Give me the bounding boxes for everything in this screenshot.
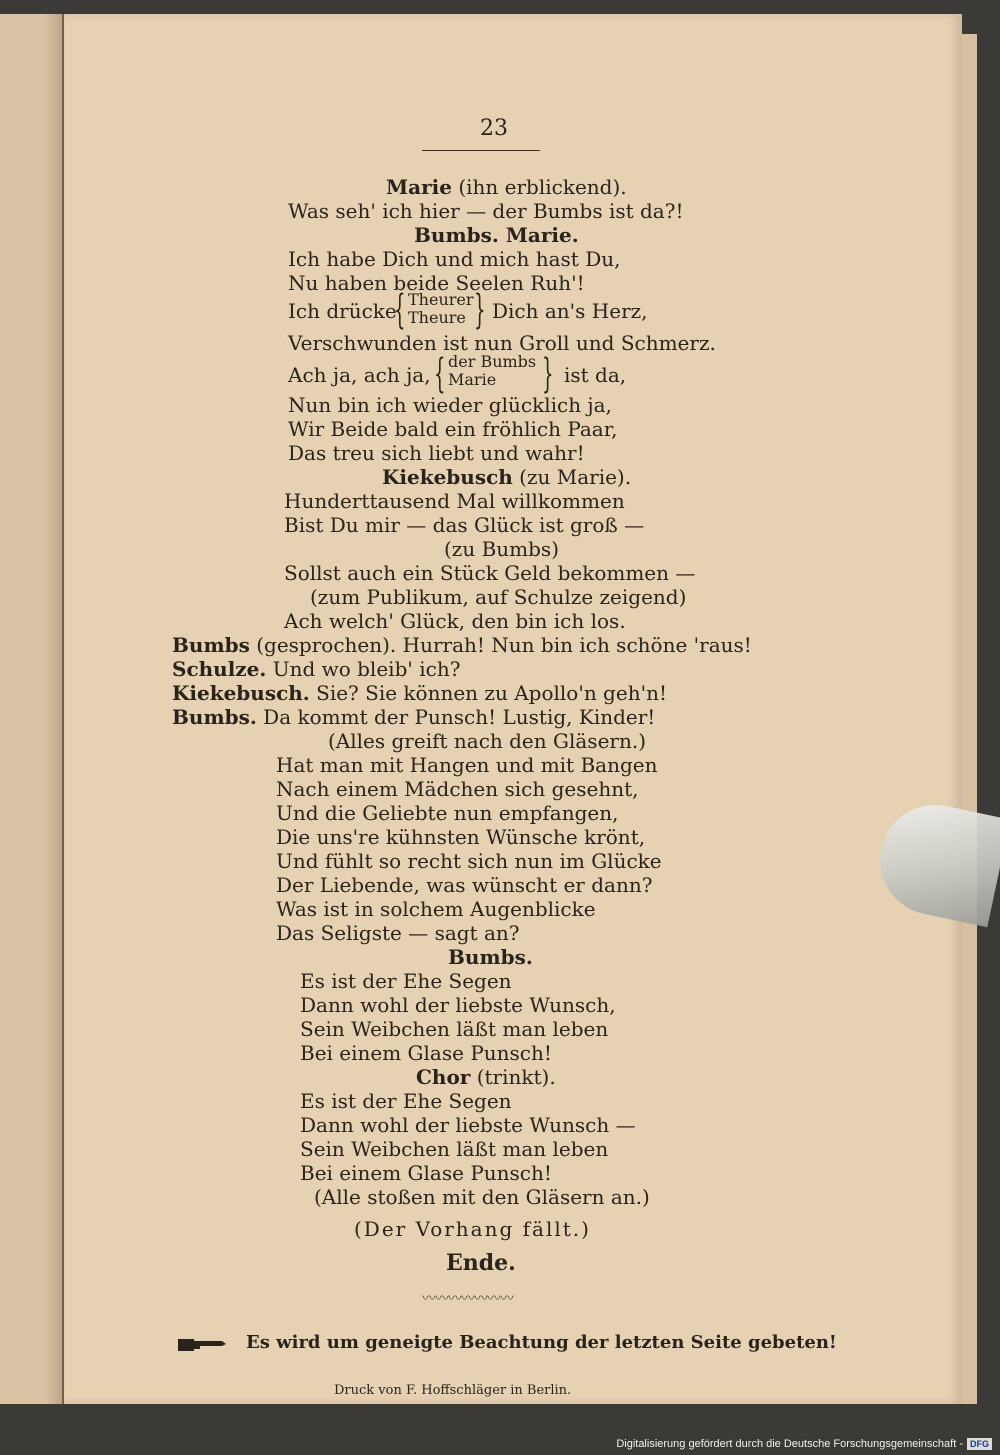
verse-line: ist da, <box>564 363 627 387</box>
verse-line: Bei einem Glase Punsch! <box>300 1161 552 1185</box>
verse-line: Nach einem Mädchen sich gesehnt, <box>276 777 639 801</box>
wavy-divider: 〰〰〰〰〰〰〰 <box>422 1291 513 1307</box>
variant-option: Marie <box>448 370 497 389</box>
verse-line: Sein Weibchen läßt man leben <box>300 1017 609 1041</box>
stage-direction: (zum Publikum, auf Schulze zeigend) <box>310 585 687 609</box>
verse-line: Ach welch' Glück, den bin ich los. <box>284 609 626 633</box>
digitization-credit <box>616 1436 992 1452</box>
verse-line: Was seh' ich hier — der Bumbs ist da?! <box>288 199 684 223</box>
verse-line: Ich habe Dich und mich hast Du, <box>288 247 621 271</box>
speaker-line: Kiekebusch. Sie? Sie können zu Apollo'n geh'n! <box>172 681 667 705</box>
verse-line: Das treu sich liebt und wahr! <box>288 441 585 465</box>
verse-line: Die uns're kühnsten Wünsche krönt, <box>276 825 646 849</box>
speaker-line: Chor (trinkt). <box>416 1065 556 1089</box>
notice-text: Es wird um geneigte Beachtung der letzten Seite gebeten! <box>246 1332 837 1353</box>
speaker-line: Kiekebusch (zu Marie). <box>382 465 632 489</box>
verse-line: Das Seligste — sagt an? <box>276 921 520 945</box>
speaker-line: Marie (ihn erblickend). <box>386 175 627 199</box>
verse-line: Es ist der Ehe Segen <box>300 1089 512 1113</box>
speaker-line: Bumbs. <box>448 945 533 969</box>
verse-line: Bist Du mir — das Glück ist groß — <box>284 513 645 537</box>
dfg-logo: DFG <box>967 1438 992 1450</box>
verse-line: Verschwunden ist nun Groll und Schmerz. <box>288 331 716 355</box>
verse-line: Ich drücke <box>288 299 397 323</box>
verse-line: Nu haben beide Seelen Ruh'! <box>288 271 585 295</box>
verse-line: Und die Geliebte nun empfangen, <box>276 801 619 825</box>
verse-line: Ach ja, ach ja, <box>288 363 431 387</box>
credit-text: Digitalisierung gefördert durch die Deutsche Forschungsgemeinschaft - <box>616 1438 963 1450</box>
pointing-hand-icon <box>178 1336 228 1354</box>
speaker-line: Bumbs. Marie. <box>414 223 579 247</box>
stage-direction: (Alle stoßen mit den Gläsern an.) <box>314 1185 650 1209</box>
verse-line: Und fühlt so recht sich nun im Glücke <box>276 849 662 873</box>
verse-line: Sein Weibchen läßt man leben <box>300 1137 609 1161</box>
end-mark: Ende. <box>446 1250 516 1276</box>
verse-line: Hunderttausend Mal willkommen <box>284 489 625 513</box>
page-number: 23 <box>480 116 508 141</box>
variant-option: Theurer <box>408 290 474 309</box>
variant-option: der Bumbs <box>448 352 537 371</box>
printer-imprint: Druck von F. Hoffschläger in Berlin. <box>334 1383 572 1398</box>
left-brace: { <box>394 287 406 333</box>
verse-line: Sollst auch ein Stück Geld bekommen — <box>284 561 696 585</box>
curtain-direction: (Der Vorhang fällt.) <box>354 1217 591 1241</box>
speaker-line: Bumbs. Da kommt der Punsch! Lustig, Kinder! <box>172 705 656 729</box>
variant-option: Theure <box>408 308 466 327</box>
verse-line: Was ist in solchem Augenblicke <box>276 897 596 921</box>
stage-direction: (zu Bumbs) <box>444 537 559 561</box>
right-brace: } <box>542 351 554 397</box>
verse-line: Wir Beide bald ein fröhlich Paar, <box>288 417 618 441</box>
verse-line: Dich an's Herz, <box>492 299 648 323</box>
verse-line: Dann wohl der liebste Wunsch — <box>300 1113 636 1137</box>
verse-line: Es ist der Ehe Segen <box>300 969 512 993</box>
speaker-line: Schulze. Und wo bleib' ich? <box>172 657 461 681</box>
verse-line: Der Liebende, was wünscht er dann? <box>276 873 653 897</box>
verse-line: Dann wohl der liebste Wunsch, <box>300 993 616 1017</box>
verse-line: Bei einem Glase Punsch! <box>300 1041 552 1065</box>
book-page <box>64 14 962 1404</box>
speaker-line: Bumbs (gesprochen). Hurrah! Nun bin ich schöne 'raus! <box>172 633 752 657</box>
page-number-rule <box>422 150 540 151</box>
left-brace: { <box>434 351 446 397</box>
stage-direction: (Alles greift nach den Gläsern.) <box>328 729 647 753</box>
verse-line: Nun bin ich wieder glücklich ja, <box>288 393 612 417</box>
verse-line: Hat man mit Hangen und mit Bangen <box>276 753 658 777</box>
right-brace: } <box>474 287 486 333</box>
